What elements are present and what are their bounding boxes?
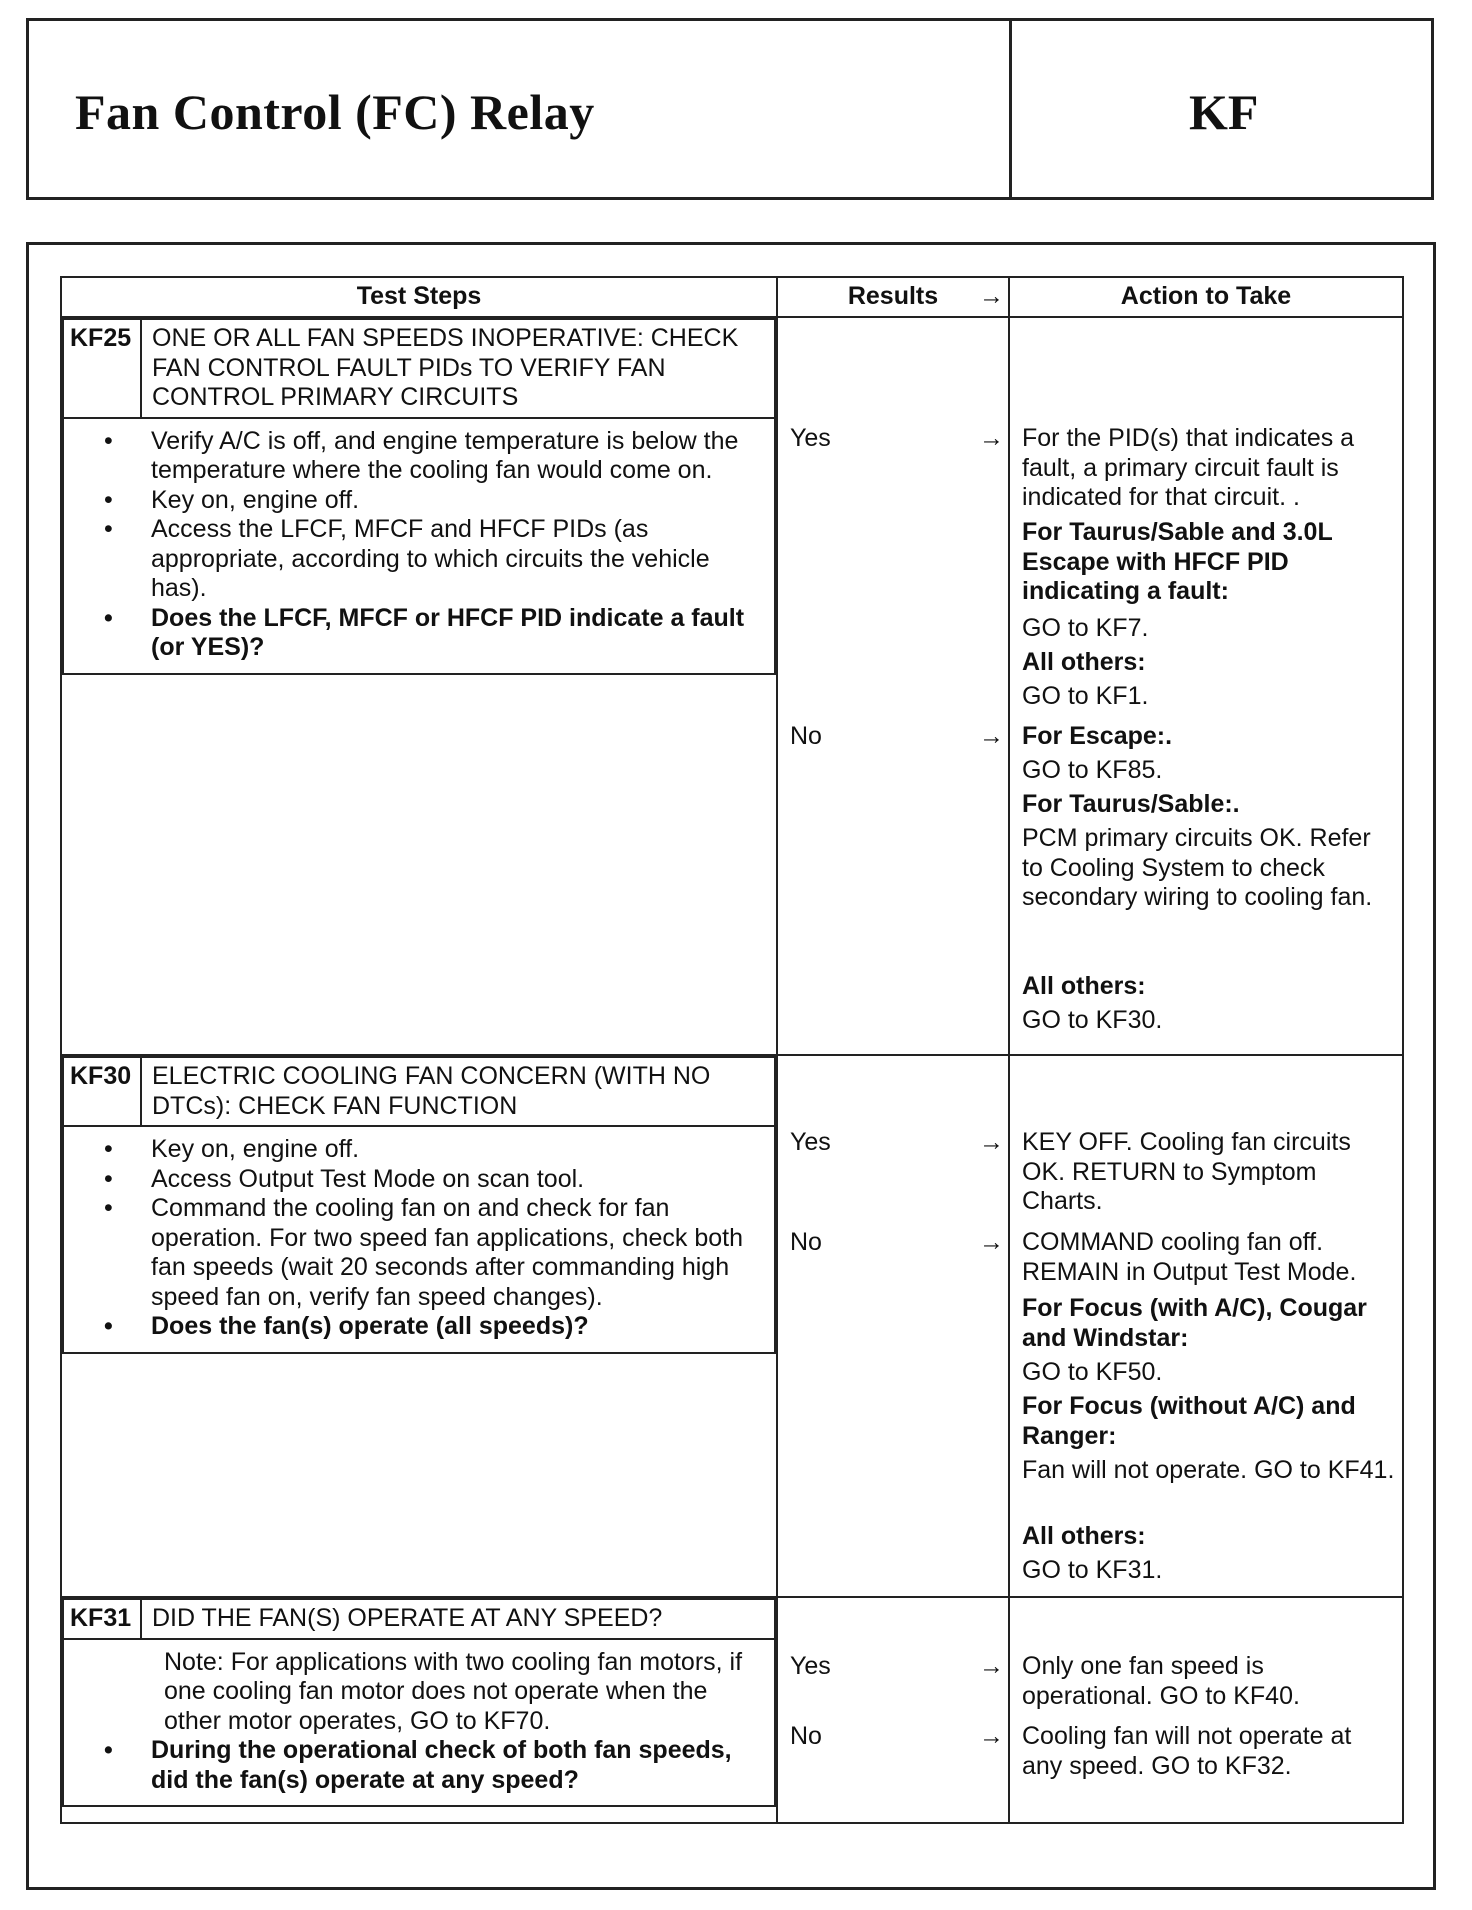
action-cell-kf31: [1009, 1597, 1403, 1823]
result-label: Yes: [790, 1128, 831, 1156]
arrow-icon: →: [979, 424, 1004, 452]
action-goto: GO to KF50.: [1022, 1358, 1163, 1386]
arrow-icon: →: [979, 1722, 1004, 1750]
step-row-kf30: [61, 1055, 1403, 1597]
action-text: For the PID(s) that indicates a fault, a primary circuit fault is indicated for that circuit. .: [1022, 424, 1355, 511]
step-note: Note: For applications with two cooling fan motors, if one cooling fan motor does not operate when the other motor operates, GO to KF70.: [164, 1647, 743, 1735]
col-results: [777, 277, 1009, 317]
step-heading: DID THE FAN(S) OPERATE AT ANY SPEED?: [141, 1599, 775, 1639]
result-no: [790, 1722, 1008, 1752]
action-goto: GO to KF85.: [1022, 756, 1163, 784]
step-row-kf25: [61, 317, 1403, 1055]
action-text: Fan will not operate. GO to KF41.: [1022, 1456, 1395, 1484]
action-goto: GO to KF31.: [1022, 1556, 1163, 1584]
results-cell-kf25: [777, 317, 1009, 1055]
result-no: [790, 722, 1008, 752]
result-label: No: [790, 1722, 822, 1750]
step-cell-kf25: [61, 317, 777, 1055]
step-question: • Does the LFCF, MFCF or HFCF PID indicate a fault (or YES)?: [104, 604, 764, 663]
action-goto: GO to KF7.: [1022, 614, 1149, 642]
col-test-steps: Test Steps: [61, 277, 777, 317]
action-condition: For Focus (with A/C), Cougar and Windstar:: [1022, 1294, 1367, 1352]
title-box: [26, 18, 1434, 200]
action-text: KEY OFF. Cooling fan circuits OK. RETURN to Symptom Charts.: [1022, 1128, 1351, 1215]
action-goto: GO to KF30.: [1022, 1006, 1163, 1034]
action-text: PCM primary circuits OK. Refer to Cooling System to check secondary wiring to cooling fan.: [1022, 824, 1373, 911]
step-bullet: • Access Output Test Mode on scan tool.: [104, 1165, 764, 1195]
action-condition: All others:: [1022, 1522, 1146, 1550]
test-steps-table: [60, 276, 1404, 1824]
step-cell-kf31: [61, 1597, 777, 1823]
step-bullet: • Key on, engine off.: [104, 486, 764, 516]
action-cell-kf30: [1009, 1055, 1403, 1597]
result-label: No: [790, 722, 822, 750]
action-condition: All others:: [1022, 648, 1146, 676]
step-row-kf31: [61, 1597, 1403, 1823]
step-id: KF30: [63, 1057, 141, 1126]
action-condition: For Focus (without A/C) and Ranger:: [1022, 1392, 1356, 1450]
result-yes: [790, 1652, 1008, 1682]
step-id: KF25: [63, 319, 141, 418]
results-cell-kf30: [777, 1055, 1009, 1597]
result-no: [790, 1228, 1008, 1258]
step-bullet: • Key on, engine off.: [104, 1135, 764, 1165]
result-yes: [790, 1128, 1008, 1158]
section-code: KF: [1189, 84, 1259, 140]
action-condition: For Taurus/Sable:.: [1022, 790, 1240, 818]
step-bullet: • Command the cooling fan on and check for fan operation. For two speed fan applications, check both fan speeds (wait 20 seconds after commanding high speed fan on, verify fan speed changes).: [104, 1194, 764, 1312]
step-cell-kf30: [61, 1055, 777, 1597]
arrow-icon: →: [979, 282, 1004, 310]
step-question: • Does the fan(s) operate (all speeds)?: [104, 1312, 764, 1342]
page-title: Fan Control (FC) Relay: [75, 84, 595, 140]
action-goto: GO to KF1.: [1022, 682, 1149, 710]
action-condition: For Taurus/Sable and 3.0L Escape with HFCF PID indicating a fault:: [1022, 518, 1333, 605]
action-condition: For Escape:.: [1022, 722, 1173, 750]
step-heading: ONE OR ALL FAN SPEEDS INOPERATIVE: CHECK FAN CONTROL FAULT PIDs TO VERIFY FAN CONTROL PRIMARY CIRCUITS: [141, 319, 775, 418]
result-label: No: [790, 1228, 822, 1256]
arrow-icon: →: [979, 1228, 1004, 1256]
action-text: COMMAND cooling fan off. REMAIN in Output Test Mode.: [1022, 1228, 1357, 1286]
action-cell-kf25: [1009, 317, 1403, 1055]
arrow-icon: →: [979, 1128, 1004, 1156]
step-bullet: • Verify A/C is off, and engine temperature is below the temperature where the cooling fan would come on.: [104, 427, 764, 486]
result-yes: [790, 424, 1008, 454]
step-heading: ELECTRIC COOLING FAN CONCERN (WITH NO DTCs): CHECK FAN FUNCTION: [141, 1057, 775, 1126]
result-label: Yes: [790, 1652, 831, 1680]
action-text: Cooling fan will not operate at any speed. GO to KF32.: [1022, 1722, 1352, 1780]
step-question: • During the operational check of both fan speeds, did the fan(s) operate at any speed?: [104, 1736, 764, 1795]
col-results-label: Results: [847, 282, 939, 311]
arrow-icon: →: [979, 1652, 1004, 1680]
arrow-icon: →: [979, 722, 1004, 750]
action-condition: All others:: [1022, 972, 1146, 1000]
step-bullet: • Access the LFCF, MFCF and HFCF PIDs (as appropriate, according to which circuits the vehicle has).: [104, 515, 764, 604]
result-label: Yes: [790, 424, 831, 452]
step-id: KF31: [63, 1599, 141, 1639]
title-divider: [1009, 21, 1012, 197]
col-action: Action to Take: [1009, 277, 1403, 317]
results-cell-kf31: [777, 1597, 1009, 1823]
table-header-row: [61, 277, 1403, 317]
action-text: Only one fan speed is operational. GO to KF40.: [1022, 1652, 1300, 1710]
